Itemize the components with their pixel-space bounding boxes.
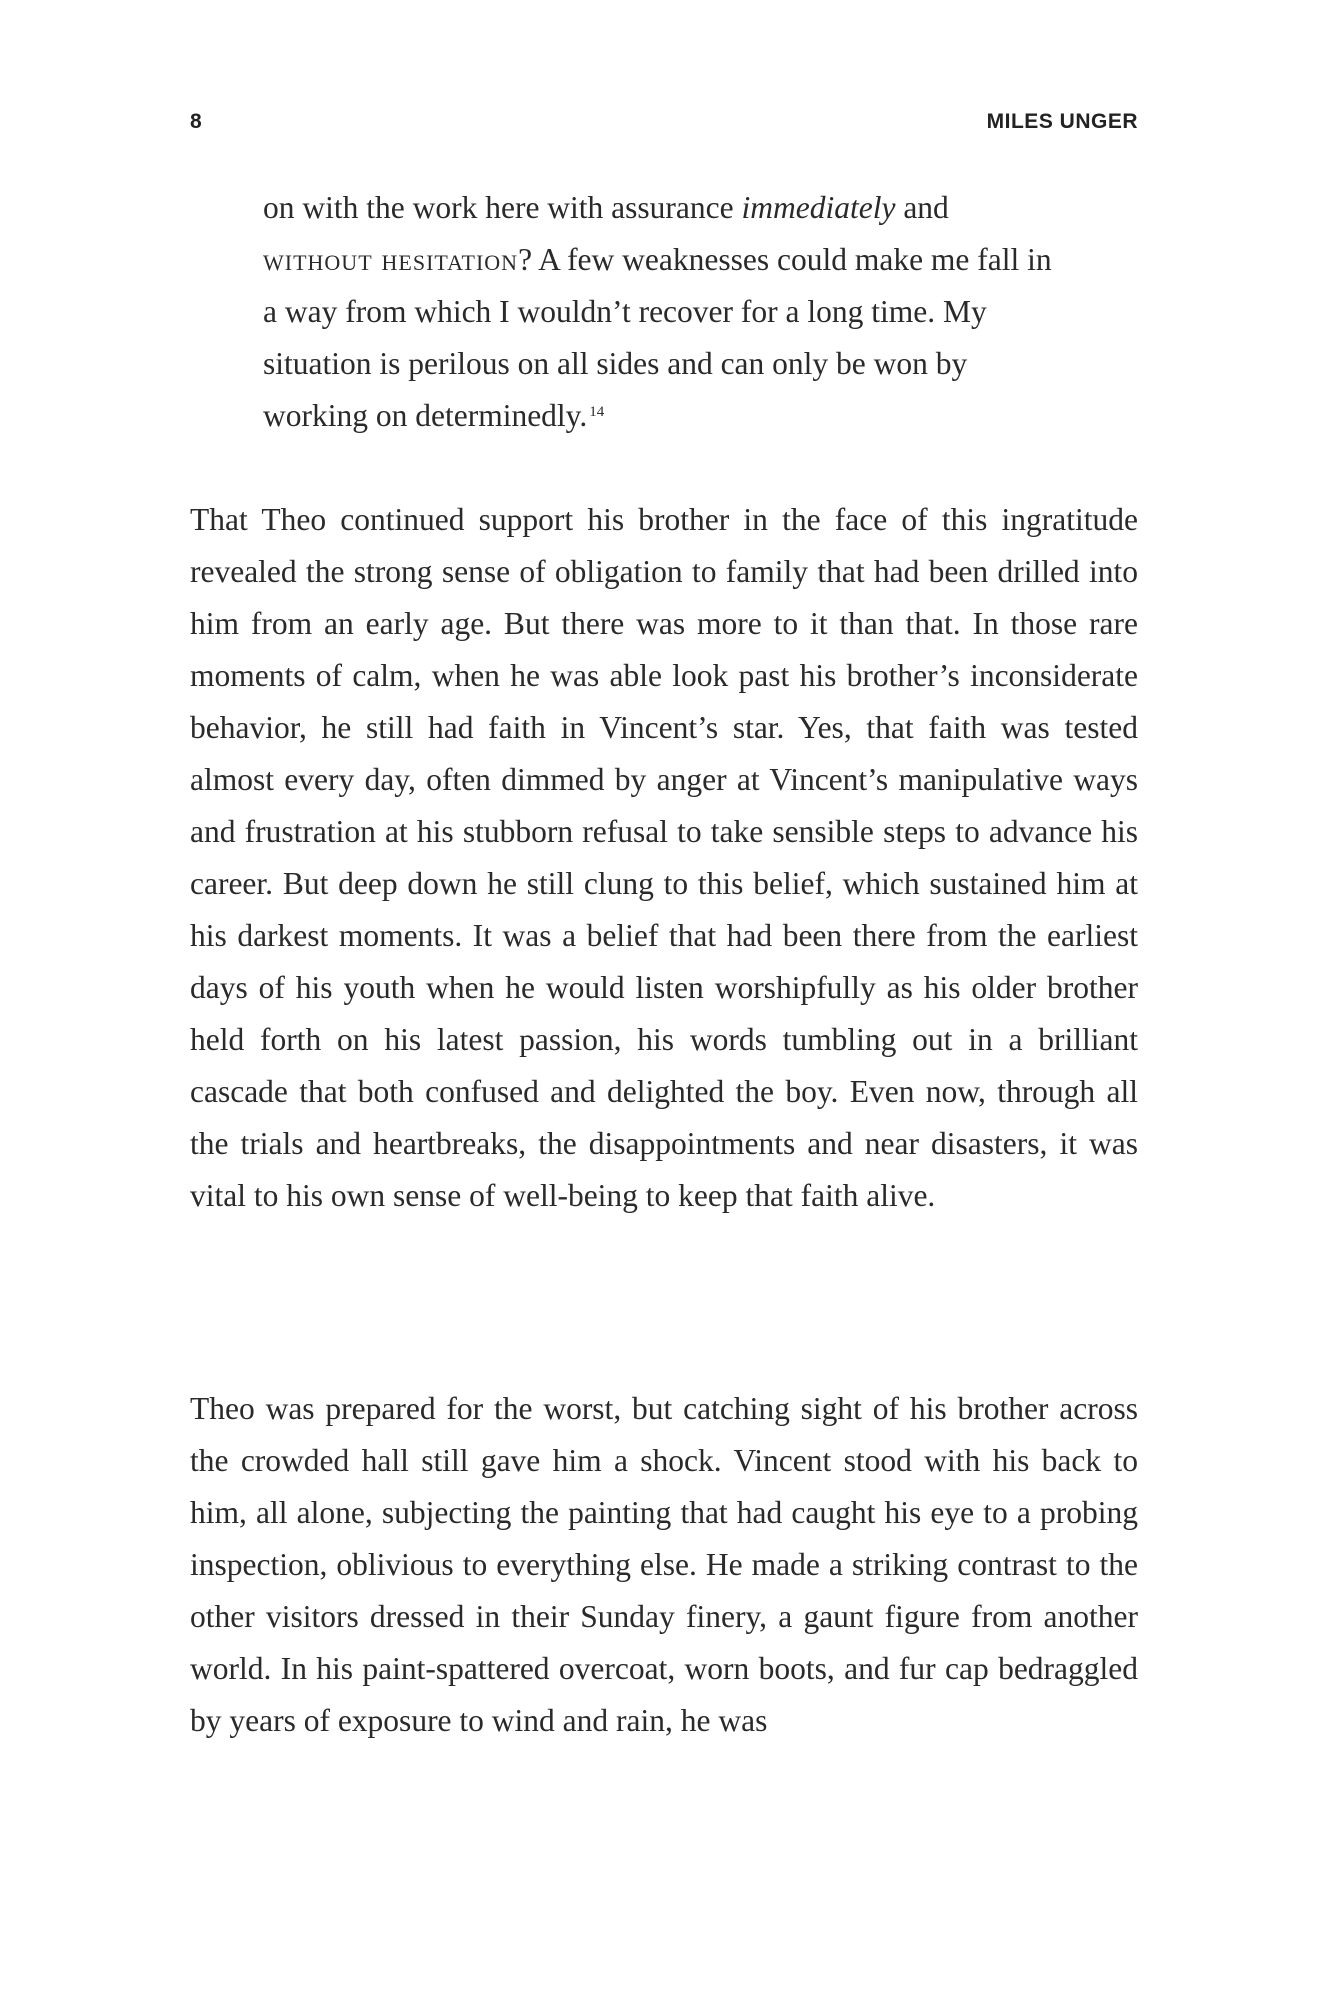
quote-emphasis: immediately [741,190,896,225]
body-paragraph: Theo was prepared for the worst, but catching sight of his brother across the crowded hall still gave him a shock. Vincent stood with his back to him, all alone, subjecting the painting that had caught his eye to a probing inspection, oblivious to everything else. He made a striking contrast to the other visitors dressed in their Sunday finery, a gaunt figure from another world. In his paint-spattered overcoat, worn boots, and fur cap bedraggled by years of exposure to wind and rain, he was [190,1391,1138,1738]
quote-small-caps: without hesitation [263,242,519,277]
body-paragraph: That Theo continued support his brother in the face of this ingratitude revealed the strong sense of obligation to family that had been drilled into him from an early age. But there was more to it than that. In those rare moments of calm, when he was able look past his brother’s inconsiderate behavior, he still had faith in Vincent’s star. Yes, that faith was tested almost every day, often dimmed by anger at Vincent’s manipulative ways and frustration at his stubborn refusal to take sensible steps to advance his career. But deep down he still clung to this belief, which sustained him at his darkest moments. It was a belief that had been there from the earliest days of his youth when he would listen worshipfully as his older brother held forth on his latest passion, his words tumbling out in a brilliant cascade that both confused and delighted the boy. Even now, through all the trials and heartbreaks, the disappointments and near disasters, it was vital to his own sense of well-being to keep that faith alive. [190,502,1138,1213]
running-head-author: MILES UNGER [986,110,1138,133]
page-number: 8 [190,110,203,133]
block-quote-text [263,182,1063,442]
block-quote [263,182,1063,442]
quote-text-part-1: on with the work here with assurance [263,190,742,225]
footnote-reference: 14 [589,404,605,420]
quote-text-part-2: and [895,190,949,225]
running-head [190,110,1138,140]
quote-text-part-3: ? A few weaknesses could make me fall in a way from which I wouldn’t recover for a long time. My situation is perilous on all sides and can only be won by working on determinedly. [263,242,1052,433]
